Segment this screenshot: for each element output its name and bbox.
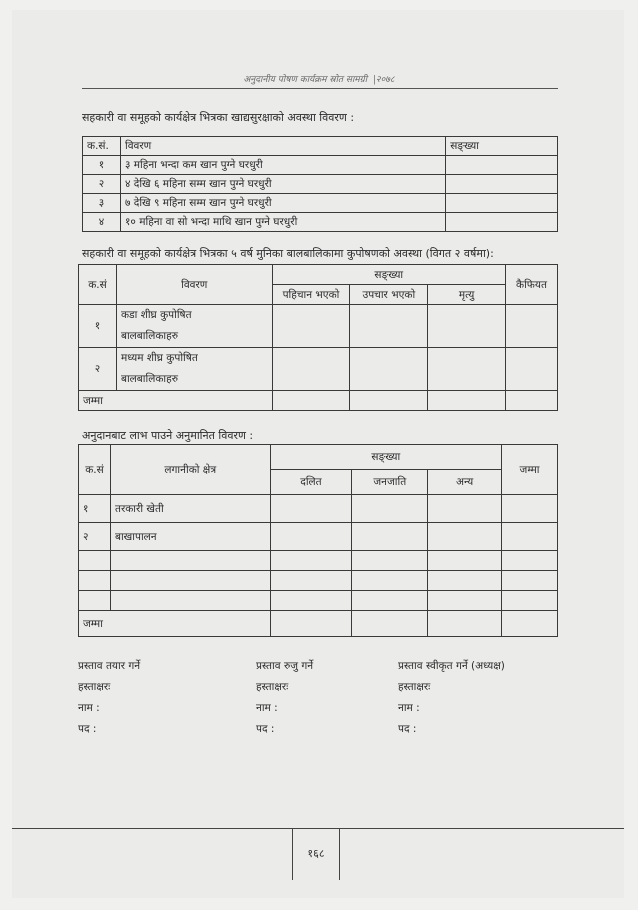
row-sn: २	[79, 348, 117, 391]
col-header-others: अन्य	[428, 470, 502, 495]
row-sn: ३	[83, 194, 121, 213]
running-header: अनुदानीय पोषण कार्यक्रम स्रोत सामग्री |२०७८	[243, 75, 395, 85]
signature-post: पद :	[398, 723, 417, 735]
row-count	[446, 213, 558, 232]
table-row	[79, 591, 558, 611]
table-row	[79, 495, 558, 523]
col-header-remarks: कैफियत	[506, 265, 558, 305]
table-row	[79, 571, 558, 591]
col-header-sn: क.सं	[79, 445, 111, 495]
running-title: अनुदानीय पोषण कार्यक्रम स्रोत सामग्री	[243, 75, 368, 85]
row-desc: ४ देखि ६ महिना सम्म खान पुग्ने घरधुरी	[120, 175, 445, 194]
signature-block-approved	[398, 656, 505, 740]
total-row	[79, 611, 558, 637]
section3-heading: अनुदानबाट लाभ पाउने अनुमानित विवरण :	[82, 429, 254, 442]
signature-block-verified	[256, 656, 313, 740]
table-row	[83, 175, 558, 194]
signature-name: नाम :	[78, 702, 100, 714]
signature-name: नाम :	[398, 702, 420, 714]
col-header-desc: विवरण	[116, 265, 272, 305]
col-header-total: जम्मा	[502, 445, 558, 495]
col-header-treated: उपचार भएको	[350, 285, 428, 305]
row-count	[446, 156, 558, 175]
col-header-janajati: जनजाति	[352, 470, 428, 495]
signature-title: प्रस्ताव तयार गर्ने	[78, 660, 141, 672]
signature-block-prepared	[78, 656, 140, 740]
page-number: १६८	[292, 828, 340, 880]
row-count	[446, 194, 558, 213]
signature-name: नाम :	[256, 702, 278, 714]
signature-sign: हस्ताक्षरः	[78, 681, 111, 693]
col-header-deaths: मृत्यु	[428, 285, 506, 305]
signature-sign: हस्ताक्षरः	[256, 681, 289, 693]
col-header-sn: क.सं.	[83, 137, 121, 156]
total-label: जम्मा	[79, 611, 271, 637]
beneficiary-table	[78, 444, 558, 637]
malnutrition-table	[78, 264, 558, 411]
row-sn: २	[79, 523, 111, 551]
col-header-sector: लगानीको क्षेत्र	[110, 445, 270, 495]
signature-title: प्रस्ताव स्वीकृत गर्ने (अध्यक्ष)	[398, 660, 505, 672]
row-desc-line1: मध्यम शीघ्र कुपोषित	[120, 352, 198, 364]
row-desc: ७ देखि ९ महिना सम्म खान पुग्ने घरधुरी	[120, 194, 445, 213]
row-sn: १	[83, 156, 121, 175]
signature-title: प्रस्ताव रुजु गर्ने	[256, 660, 314, 672]
row-sn: ४	[83, 213, 121, 232]
row-sector: बाखापालन	[110, 523, 270, 551]
signature-post: पद :	[256, 723, 275, 735]
row-sector: तरकारी खेती	[110, 495, 270, 523]
section1-heading: सहकारी वा समूहको कार्यक्षेत्र भित्रका खाद्यसुरक्षाको अवस्था विवरण :	[82, 111, 355, 124]
total-label: जम्मा	[79, 391, 273, 411]
col-header-dalit: दलित	[270, 470, 352, 495]
table-row	[83, 194, 558, 213]
header-rule	[82, 88, 558, 89]
table-row	[83, 156, 558, 175]
section2-heading: सहकारी वा समूहको कार्यक्षेत्र भित्रका ५ वर्ष मुनिका बालबालिकामा कुपोषणको अवस्था (विगत २ वर्षमा):	[82, 247, 494, 260]
row-desc-line2: बालबालिकाहरु	[120, 373, 178, 385]
row-count	[446, 175, 558, 194]
table-row	[83, 213, 558, 232]
row-desc: ३ महिना भन्दा कम खान पुग्ने घरधुरी	[120, 156, 445, 175]
table-row	[79, 551, 558, 571]
running-year: २०७८	[375, 75, 395, 85]
row-desc-line1: कडा शीघ्र कुपोषित	[120, 309, 192, 321]
row-desc	[116, 305, 272, 348]
total-row	[79, 391, 558, 411]
row-sn: २	[83, 175, 121, 194]
row-desc: १० महिना वा सो भन्दा माथि खान पुग्ने घरधुरी	[120, 213, 445, 232]
col-header-identified: पहिचान भएको	[272, 285, 350, 305]
row-sn: १	[79, 305, 117, 348]
food-security-table	[82, 136, 558, 232]
col-header-sn: क.सं	[79, 265, 117, 305]
col-header-count: सङ्ख्या	[270, 445, 501, 470]
signature-sign: हस्ताक्षरः	[398, 681, 431, 693]
row-desc	[116, 348, 272, 391]
row-sn: १	[79, 495, 111, 523]
col-header-count: सङ्ख्या	[272, 265, 505, 285]
col-header-desc: विवरण	[120, 137, 445, 156]
table-row	[79, 305, 558, 348]
table-row	[79, 348, 558, 391]
signature-post: पद :	[78, 723, 97, 735]
table-row	[79, 523, 558, 551]
col-header-count: सङ्ख्या	[446, 137, 558, 156]
row-desc-line2: बालबालिकाहरु	[120, 330, 178, 342]
